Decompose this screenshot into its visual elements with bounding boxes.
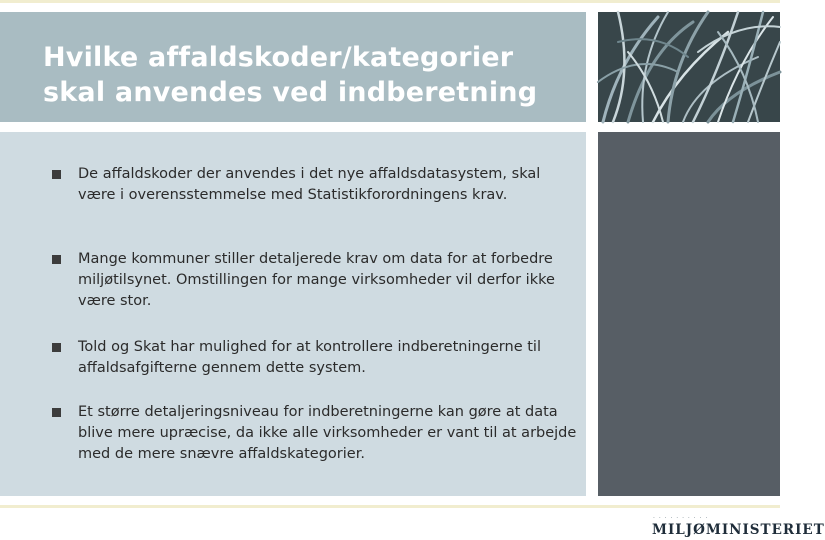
logo-text: MILJØMINISTERIET [652, 522, 825, 538]
header-photo [598, 12, 780, 122]
bullet-text: Told og Skat har mulighed for at kontrollere indberetningerne til affaldsafgifterne gennem dette system. [78, 339, 541, 376]
bullet-text: Mange kommuner stiller detaljerede krav om data for at forbedre miljøtilsynet. Omstillingen for mange virksomheder vil derfor ikke være stor. [78, 251, 555, 309]
logo-dots: · · · · · · · · · · [653, 515, 709, 522]
slide-title: Hvilke affaldskoder/kategorier skal anvendes ved indberetning [43, 42, 538, 108]
bullet-text: De affaldskoder der anvendes i det nye affaldsdatasystem, skal være i overensstemmelse med Statistikforordningens krav. [78, 166, 541, 203]
top-rule [0, 0, 780, 3]
ministry-logo [650, 514, 825, 540]
square-bullet-icon [52, 343, 61, 352]
side-panel [598, 132, 780, 496]
square-bullet-icon [52, 255, 61, 264]
bottom-rule [0, 505, 780, 508]
square-bullet-icon [52, 408, 61, 417]
square-bullet-icon [52, 170, 61, 179]
bullet-text: Et større detaljeringsniveau for indberetningerne kan gøre at data blive mere upræcise, da ikke alle virksomheder er vant til at arbejde med de mere snævre affaldskategorier. [78, 404, 577, 462]
